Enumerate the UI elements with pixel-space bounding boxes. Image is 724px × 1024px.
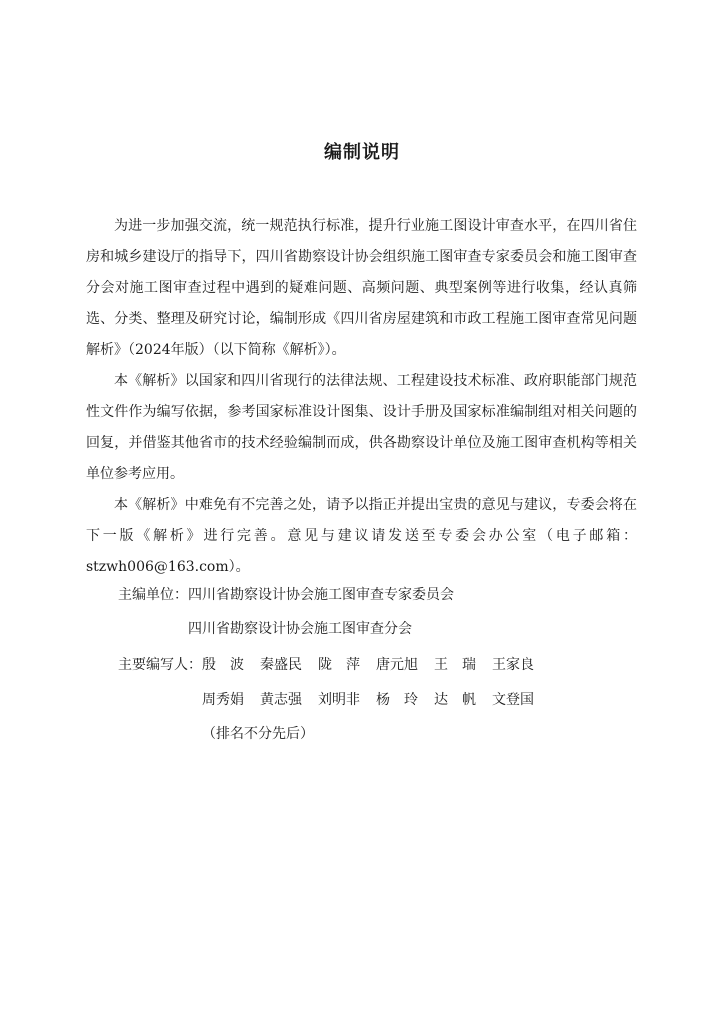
editor-label: 主编单位： [118, 587, 188, 603]
writer-name: 黄志强 [260, 692, 302, 708]
writer-name: 达 帆 [434, 692, 476, 708]
writer-name: 殷 波 [202, 657, 244, 673]
body-paragraph-1 [86, 211, 637, 366]
writer-name: 刘明非 [318, 692, 360, 708]
writer-name: 秦盛民 [260, 657, 302, 673]
paragraph-text: 为进一步加强交流，统一规范执行标准，提升行业施工图设计审查水平，在四川省住房和城乡建设厅的指导下，四川省勘察设计协会组织施工图审查专家委员会和施工图审查分会对施工图审查过程中遇到的疑难问题、高频问题、典型案例等进行收集，经认真筛选、分类、整理及研究讨论，编制形成《四川省房屋建筑和市政工程施工图审查常见问题解析》（2024年版）（以下简称《解析》）。 [86, 218, 637, 358]
writer-name: 陇 萍 [318, 657, 360, 673]
editor-unit: 四川省勘察设计协会施工图审查专家委员会 [188, 587, 454, 603]
body-paragraph-3 [86, 490, 637, 583]
writer-name: 杨 玲 [376, 692, 418, 708]
writers-label: 主要编写人： [118, 657, 202, 673]
writers-row-2 [202, 689, 550, 709]
body-paragraph-2 [86, 366, 637, 490]
order-note: （排名不分先后） [202, 726, 314, 742]
writers-row-1 [202, 654, 550, 674]
writer-name: 周秀娟 [202, 692, 244, 708]
paragraph-text: 本《解析》中难免有不完善之处，请予以指正并提出宝贵的意见与建议，专委会将在下一版《解析》进行完善。意见与建议请发送至专委会办公室（电子邮箱：stzwh006@163.com）。 [86, 497, 637, 575]
writer-name: 王 瑞 [434, 657, 476, 673]
writer-name: 唐元旭 [376, 657, 418, 673]
editor-unit: 四川省勘察设计协会施工图审查分会 [188, 621, 412, 637]
paragraph-text: 本《解析》以国家和四川省现行的法律法规、工程建设技术标准、政府职能部门规范性文件作为编写依据，参考国家标准设计图集、设计手册及国家标准编制组对相关问题的回复，并借鉴其他省市的技术经验编制而成，供各勘察设计单位及施工图审查机构等相关单位参考应用。 [86, 373, 637, 482]
writer-name: 王家良 [492, 657, 534, 673]
writer-name: 文登国 [492, 692, 534, 708]
page-title: 编制说明 [324, 142, 400, 163]
